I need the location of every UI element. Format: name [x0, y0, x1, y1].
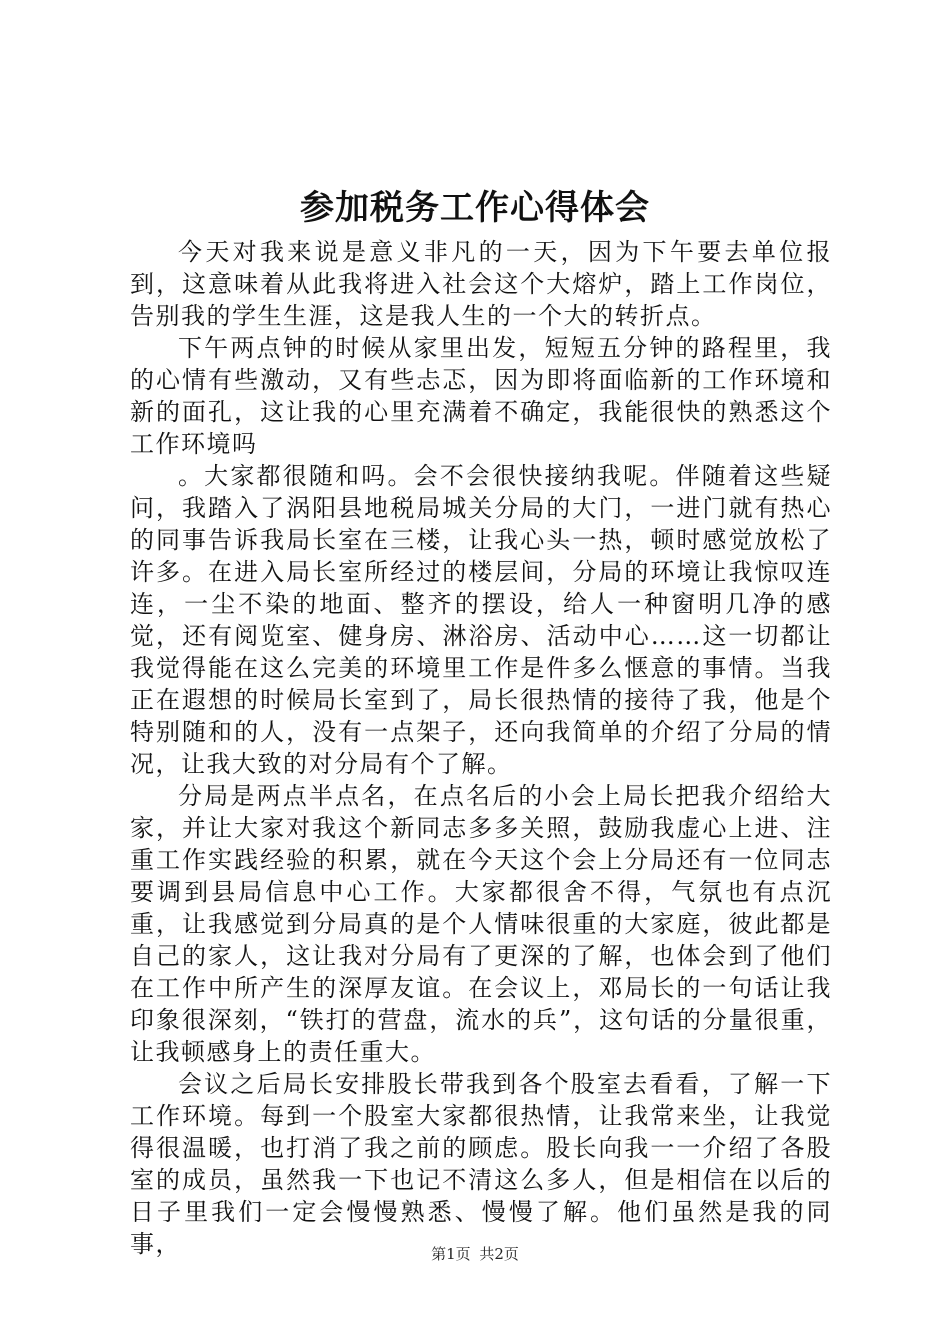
document-body	[130, 236, 832, 1260]
page-footer	[0, 1244, 950, 1264]
paragraph-4: 分局是两点半点名，在点名后的小会上局长把我介绍给大家，并让大家对我这个新同志多多关照，鼓励我虚心上进、注重工作实践经验的积累，就在今天这个会上分局还有一位同志要调到县局信息中心工作。大家都很舍不得，气氛也有点沉重，让我感觉到分局真的是个人情味很重的大家庭，彼此都是自己的家人，这让我对分局有了更深的了解，也体会到了他们在工作中所产生的深厚友谊。在会议上，邓局长的一句话让我印象很深刻，“铁打的营盘，流水的兵”，这句话的分量很重，让我顿感身上的责任重大。	[130, 782, 832, 1066]
paragraph-5: 会议之后局长安排股长带我到各个股室去看看，了解一下工作环境。每到一个股室大家都很热情，让我常来坐，让我觉得很温暖，也打消了我之前的顾虑。股长向我一一介绍了各股室的成员，虽然我一下也记不清这么多人，但是相信在以后的日子里我们一定会慢慢熟悉、慢慢了解。他们虽然是我的同事，	[130, 1070, 832, 1258]
page-number: 第1页	[431, 1245, 471, 1263]
paragraph-1: 今天对我来说是意义非凡的一天，因为下午要去单位报到，这意味着从此我将进入社会这个大熔炉，踏上工作岗位，告别我的学生生涯，这是我人生的一个大的转折点。	[130, 238, 832, 330]
paragraph-2: 下午两点钟的时候从家里出发，短短五分钟的路程里，我的心情有些激动，又有些忐忑，因为即将面临新的工作环境和新的面孔，这让我的心里充满着不确定，我能很快的熟悉这个工作环境吗	[130, 334, 832, 458]
paragraph-3: 。大家都很随和吗。会不会很快接纳我呢。伴随着这些疑问，我踏入了涡阳县地税局城关分局的大门，一进门就有热心的同事告诉我局长室在三楼，让我心头一热，顿时感觉放松了许多。在进入局长室所经过的楼层间，分局的环境让我惊叹连连，一尘不染的地面、整齐的摆设，给人一种窗明几净的感觉，还有阅览室、健身房、淋浴房、活动中心……这一切都让我觉得能在这么完美的环境里工作是件多么惬意的事情。当我正在遐想的时候局长室到了，局长很热情的接待了我，他是个特别随和的人，没有一点架子，还向我简单的介绍了分局的情况，让我大致的对分局有个了解。	[130, 462, 832, 778]
page-total: 共2页	[479, 1245, 519, 1263]
document-title: 参加税务工作心得体会	[300, 188, 650, 228]
